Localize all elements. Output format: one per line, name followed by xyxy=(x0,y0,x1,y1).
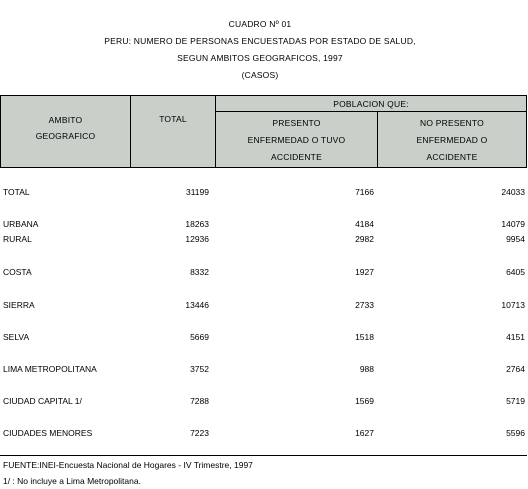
row-total: 13446 xyxy=(185,300,209,310)
row-total: 5669 xyxy=(190,332,209,342)
table-row xyxy=(0,267,527,279)
header-ambito: AMBITO GEOGRAFICO xyxy=(35,115,96,141)
row-no-presento: 9954 xyxy=(506,234,525,244)
header-no-presento: NO PRESENTO ENFERMEDAD O ACCIDENTE xyxy=(416,118,488,162)
row-presento: 1569 xyxy=(355,396,374,406)
row-label: RURAL xyxy=(3,234,32,244)
table-row xyxy=(0,187,527,199)
row-presento: 2982 xyxy=(355,234,374,244)
row-no-presento: 4151 xyxy=(506,332,525,342)
row-no-presento: 5596 xyxy=(506,428,525,438)
row-total: 7288 xyxy=(190,396,209,406)
row-presento: 4184 xyxy=(355,219,374,229)
row-label: LIMA METROPOLITANA xyxy=(3,364,97,374)
row-no-presento: 5719 xyxy=(506,396,525,406)
row-total: 7223 xyxy=(190,428,209,438)
table-bottom-rule xyxy=(0,455,527,456)
row-label: SIERRA xyxy=(3,300,35,310)
row-label: CIUDAD CAPITAL 1/ xyxy=(3,396,82,406)
table-row xyxy=(0,364,527,376)
row-label: URBANA xyxy=(3,219,39,229)
row-total: 8332 xyxy=(190,267,209,277)
header-total: TOTAL xyxy=(159,114,187,124)
table-row xyxy=(0,332,527,344)
table-title: PERU: NUMERO DE PERSONAS ENCUESTADAS POR ESTADO DE SALUD, xyxy=(104,36,416,46)
row-total: 31199 xyxy=(185,187,209,197)
row-label: TOTAL xyxy=(3,187,30,197)
row-no-presento: 24033 xyxy=(501,187,525,197)
row-label: COSTA xyxy=(3,267,32,277)
footnote: 1/ : No incluye a Lima Metropolitana. xyxy=(3,476,141,486)
row-total: 12936 xyxy=(185,234,209,244)
table-row xyxy=(0,234,527,246)
row-presento: 2733 xyxy=(355,300,374,310)
row-no-presento: 10713 xyxy=(501,300,525,310)
table-row xyxy=(0,300,527,312)
table-row xyxy=(0,396,527,408)
table-row xyxy=(0,219,527,231)
row-label: CIUDADES MENORES xyxy=(3,428,93,438)
header-poblacion: POBLACION QUE: xyxy=(333,99,409,109)
row-presento: 7166 xyxy=(355,187,374,197)
row-total: 3752 xyxy=(190,364,209,374)
row-no-presento: 2764 xyxy=(506,364,525,374)
table-header xyxy=(0,95,527,168)
row-no-presento: 14079 xyxy=(501,219,525,229)
header-presento: PRESENTO ENFERMEDAD O TUVO ACCIDENTE xyxy=(247,118,346,162)
header-divider xyxy=(215,111,526,112)
row-total: 18263 xyxy=(185,219,209,229)
table-subtitle: SEGUN AMBITOS GEOGRAFICOS, 1997 xyxy=(177,53,343,63)
source-note: FUENTE:INEI-Encuesta Nacional de Hogares - IV Trimestre, 1997 xyxy=(3,460,253,470)
table-unit: (CASOS) xyxy=(241,70,279,80)
table-row xyxy=(0,428,527,440)
header-divider xyxy=(130,96,131,167)
row-no-presento: 6405 xyxy=(506,267,525,277)
row-presento: 1518 xyxy=(355,332,374,342)
row-presento: 1627 xyxy=(355,428,374,438)
row-presento: 1927 xyxy=(355,267,374,277)
row-label: SELVA xyxy=(3,332,30,342)
row-presento: 988 xyxy=(359,364,374,374)
table-title-block xyxy=(0,16,520,84)
table-number: CUADRO Nº 01 xyxy=(228,19,292,29)
